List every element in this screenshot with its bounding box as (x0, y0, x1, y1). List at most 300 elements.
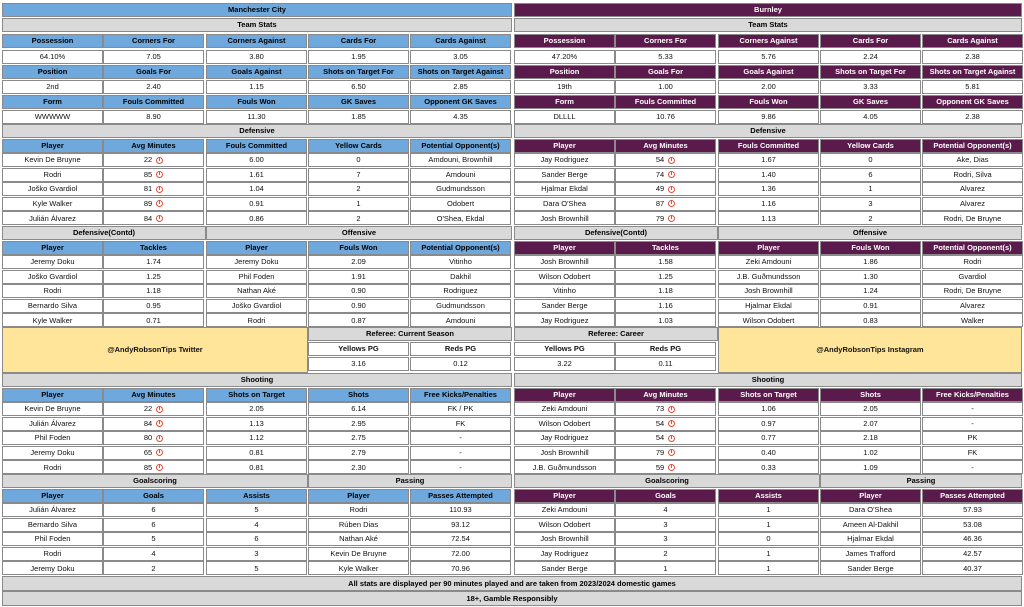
away-goalscoring-cell-text: 3 (663, 534, 668, 544)
home-goalscoring-header (2, 489, 103, 503)
home-passing-header (308, 489, 409, 503)
away-team-stats-title-text: Team Stats (748, 20, 788, 30)
away-passing-cell-text: 42.57 (963, 549, 982, 559)
home-goalscoring-cell (206, 532, 307, 546)
home-shooting-cell-text: 0.81 (249, 448, 264, 458)
away-shooting-header-text: Free Kicks/Penalties (936, 390, 1009, 400)
home-passing-cell (410, 547, 511, 561)
away-defensive-cell-text: 87 (655, 199, 665, 209)
home-goalscoring-cell (206, 518, 307, 532)
away-defensive-cell (514, 182, 615, 196)
home-stat-header (410, 34, 511, 48)
home-stat-header-text: Cards For (340, 36, 377, 46)
away-defensive-cell-text: Rodri, De Bruyne (943, 213, 1002, 223)
away-shooting-cell (718, 417, 819, 431)
home-shooting-cell-text: 2.95 (351, 418, 366, 428)
home-goalscoring-cell-text: Julián Álvarez (29, 505, 76, 515)
away-shooting-cell (514, 460, 615, 474)
away-tackles-cell-text: 1.16 (658, 301, 673, 311)
away-defensive-cell (922, 197, 1023, 211)
away-stat-value (922, 50, 1023, 64)
home-offensive-cell (410, 270, 511, 284)
home-tackles-cell-text: 0.95 (146, 301, 161, 311)
home-defensive-cell (206, 197, 307, 211)
home-offensive-cell (206, 299, 307, 313)
home-stat-header (308, 34, 409, 48)
home-defensive-cell-text: Julián Álvarez (29, 213, 76, 223)
referee-career-yellows (514, 357, 615, 371)
away-defensive-header (922, 139, 1023, 153)
home-shooting-header-text: Free Kicks/Penalties (424, 390, 497, 400)
away-tackles-cell (514, 255, 615, 269)
home-goalscoring-header (206, 489, 307, 503)
home-stat-header (2, 65, 103, 79)
away-defensive-cell-text: Alvarez (959, 199, 985, 209)
home-goalscoring-cell-text: 4 (254, 519, 259, 529)
home-shooting-cell (410, 431, 511, 445)
away-defensive-cell (820, 197, 921, 211)
away-stat-value (718, 110, 819, 124)
home-goalscoring-header-text: Assists (243, 491, 270, 501)
away-shooting-cell (514, 446, 615, 460)
home-goalscoring-cell (2, 561, 103, 575)
home-shooting-cell-text: 2.79 (351, 448, 366, 458)
home-goalscoring-cell-text: 5 (254, 505, 259, 515)
home-defensive-cell (103, 182, 204, 196)
home-defensive-cell (206, 211, 307, 225)
away-offensive-cell (718, 255, 819, 269)
away-stat-header (718, 95, 819, 109)
home-defensive-cell-text: O'Shea, Ekdal (436, 213, 485, 223)
home-shooting-cell (103, 431, 204, 445)
home-offensive-header (308, 241, 409, 255)
away-defensive-cell (820, 153, 921, 167)
stopwatch-icon (668, 171, 675, 178)
away-stat-header (922, 65, 1023, 79)
home-stat-header-text: Form (43, 97, 62, 107)
away-shooting-cell-text: J.B. Guðmundsson (532, 462, 597, 472)
away-shooting-cell (718, 431, 819, 445)
away-shooting-header-text: Shots on Target (740, 390, 797, 400)
home-defensive-cell-text: 0.86 (249, 213, 264, 223)
home-team-stats-title-text: Team Stats (237, 20, 277, 30)
home-stat-header (103, 65, 204, 79)
away-tackles-cell-text: Sander Berge (541, 301, 588, 311)
away-stat-header (615, 65, 716, 79)
away-shooting-header (922, 388, 1023, 402)
home-tackles-cell (103, 270, 204, 284)
away-offensive-title-text: Offensive (852, 228, 888, 238)
away-offensive-cell-text: Wilson Odobert (742, 315, 795, 325)
home-defensive-cell-text: 7 (356, 169, 361, 179)
home-passing-cell-text: Rúben Dias (338, 519, 379, 529)
home-stat-header (206, 95, 307, 109)
home-goalscoring-cell (206, 547, 307, 561)
home-defensive-cell-text: 2 (356, 184, 361, 194)
home-defensive-cell (410, 211, 511, 225)
home-tackles-cell (2, 255, 103, 269)
away-goalscoring-cell-text: 4 (663, 505, 668, 515)
away-defensive-cell-text: 2 (868, 213, 873, 223)
referee-career-yellows-label-text: Yellows PG (544, 344, 585, 354)
away-stat-value-text: 10.76 (656, 112, 675, 122)
away-defensive-cell (718, 211, 819, 225)
away-offensive-cell-text: Rodri (963, 257, 982, 267)
home-goalscoring-cell-text: Bernardo Silva (27, 519, 78, 529)
home-offensive-title (206, 226, 512, 240)
away-stat-header-text: Corners Against (739, 36, 798, 46)
home-stat-value (103, 50, 204, 64)
away-goalscoring-cell (615, 503, 716, 517)
home-offensive-cell-text: Vitinho (449, 257, 472, 267)
home-shooting-cell (410, 460, 511, 474)
home-shooting-cell (2, 431, 103, 445)
home-tackles-cell (103, 299, 204, 313)
away-tackles-cell (615, 299, 716, 313)
stopwatch-icon (668, 200, 675, 207)
home-goalscoring-cell (2, 547, 103, 561)
away-defensive-cell (514, 211, 615, 225)
home-goalscoring-cell (103, 547, 204, 561)
home-offensive-cell (206, 270, 307, 284)
home-goalscoring-cell-text: 5 (151, 534, 156, 544)
home-stat-value (206, 110, 307, 124)
home-shooting-cell-text: 80 (143, 433, 153, 443)
away-tackles-cell (514, 270, 615, 284)
home-stat-value (2, 80, 103, 94)
home-offensive-cell (308, 284, 409, 298)
referee-career-reds (615, 357, 716, 371)
away-passing-header-text: Passes Attempted (940, 491, 1005, 501)
home-passing-cell-text: Rodri (349, 505, 368, 515)
away-defensive-cell-text: 1.67 (761, 155, 776, 165)
home-defensive-contd-title-text: Defensive(Contd) (72, 228, 136, 238)
away-offensive-cell (718, 313, 819, 327)
away-offensive-header-text: Fouls Won (851, 243, 890, 253)
away-defensive-cell-text: Hjalmar Ekdal (541, 184, 588, 194)
home-offensive-cell-text: Amdouni (445, 315, 476, 325)
away-offensive-cell (922, 270, 1023, 284)
away-defensive-cell-text: Alvarez (959, 184, 985, 194)
home-shooting-cell (308, 460, 409, 474)
away-team-title-text: Burnley (754, 5, 782, 15)
stopwatch-icon (156, 420, 163, 427)
stopwatch-icon (156, 171, 163, 178)
home-tackles-cell (103, 255, 204, 269)
home-goalscoring-cell (206, 503, 307, 517)
away-stat-value (820, 110, 921, 124)
away-shooting-cell (922, 431, 1023, 445)
away-stat-value-text: 19th (557, 82, 572, 92)
away-shooting-cell (922, 402, 1023, 416)
away-team-stats-title (514, 18, 1022, 32)
away-shooting-cell (922, 460, 1023, 474)
home-shooting-cell-text: Julián Álvarez (29, 418, 76, 428)
home-stat-value (308, 50, 409, 64)
away-stat-header (922, 95, 1023, 109)
home-defensive-cell-text: 6.00 (249, 155, 264, 165)
away-shooting-cell-text: - (971, 404, 974, 414)
home-defensive-header (2, 139, 103, 153)
away-goalscoring-cell-text: 1 (766, 505, 771, 515)
away-stat-header-text: Cards Against (947, 36, 998, 46)
home-defensive-cell (2, 211, 103, 225)
away-shooting-header (615, 388, 716, 402)
referee-career-yellows-text: 3.22 (557, 359, 572, 369)
home-shooting-cell-text: Rodri (43, 462, 62, 472)
away-defensive-title (514, 124, 1022, 138)
home-stat-header (206, 34, 307, 48)
home-stat-value (308, 110, 409, 124)
home-defensive-cell (410, 168, 511, 182)
home-passing-cell-text: Kyle Walker (338, 563, 379, 573)
away-stat-value-text: 5.81 (965, 82, 980, 92)
away-passing-cell-text: 57.93 (963, 505, 982, 515)
home-stat-value (103, 110, 204, 124)
home-offensive-cell-text: Dakhil (450, 271, 471, 281)
instagram-promo-text: @AndyRobsonTips Instagram (816, 345, 924, 355)
away-shooting-cell (615, 417, 716, 431)
home-shooting-cell (103, 417, 204, 431)
home-shooting-cell-text: 85 (143, 462, 153, 472)
home-offensive-cell-text: Rodriguez (443, 286, 478, 296)
away-goalscoring-header-text: Goals (655, 491, 676, 501)
away-offensive-cell-text: 1.24 (863, 286, 878, 296)
home-shooting-header (206, 388, 307, 402)
away-tackles-cell-text: 1.18 (658, 286, 673, 296)
home-passing-cell (410, 532, 511, 546)
away-defensive-cell-text: Sander Berge (541, 169, 588, 179)
home-offensive-cell (206, 284, 307, 298)
stopwatch-icon (668, 406, 675, 413)
away-defensive-cell (514, 168, 615, 182)
home-stat-header-text: Possession (31, 36, 74, 46)
away-shooting-cell-text: 54 (655, 418, 665, 428)
away-shooting-header (514, 388, 615, 402)
away-shooting-cell (820, 431, 921, 445)
away-goalscoring-cell (615, 561, 716, 575)
home-goalscoring-cell (2, 503, 103, 517)
away-offensive-cell-text: Zeki Amdouni (745, 257, 792, 267)
footer-note (2, 576, 1022, 591)
home-offensive-cell (410, 255, 511, 269)
home-team-title (2, 3, 512, 17)
home-goalscoring-header (103, 489, 204, 503)
away-shooting-cell-text: 54 (655, 433, 665, 443)
away-shooting-cell (922, 446, 1023, 460)
away-shooting-cell-text: 0.77 (761, 433, 776, 443)
home-defensive-header (410, 139, 511, 153)
away-goalscoring-cell-text: 2 (663, 549, 668, 559)
away-offensive-cell (820, 270, 921, 284)
home-stat-value-text: 1.15 (249, 82, 264, 92)
home-shooting-cell-text: 0.81 (249, 462, 264, 472)
home-goalscoring-cell-text: Jeremy Doku (30, 563, 75, 573)
away-tackles-cell-text: Josh Brownhill (540, 257, 589, 267)
home-defensive-cell (410, 182, 511, 196)
away-shooting-cell (615, 402, 716, 416)
home-tackles-header-text: Player (41, 243, 64, 253)
away-tackles-header (615, 241, 716, 255)
home-defensive-header (308, 139, 409, 153)
home-stat-value-text: 1.95 (351, 52, 366, 62)
away-offensive-cell-text: Rodri, De Bruyne (943, 286, 1002, 296)
away-stat-header-text: Form (555, 97, 574, 107)
home-defensive-cell-text: 85 (143, 169, 153, 179)
home-shooting-cell (206, 446, 307, 460)
home-shooting-cell (308, 431, 409, 445)
home-offensive-cell (308, 255, 409, 269)
home-shooting-cell (206, 431, 307, 445)
home-shooting-header-text: Shots (348, 390, 369, 400)
away-offensive-header (922, 241, 1023, 255)
away-stat-header (514, 95, 615, 109)
away-passing-cell (922, 518, 1023, 532)
home-stat-value (308, 80, 409, 94)
away-stat-value-text: 5.33 (658, 52, 673, 62)
home-defensive-header-text: Potential Opponent(s) (421, 141, 500, 151)
stopwatch-icon (668, 420, 675, 427)
away-defensive-cell (922, 168, 1023, 182)
away-shooting-cell (615, 460, 716, 474)
away-offensive-cell-text: Josh Brownhill (744, 286, 793, 296)
away-stat-value-text: 4.05 (863, 112, 878, 122)
away-shooting-cell (820, 402, 921, 416)
home-goalscoring-cell-text: 3 (254, 549, 259, 559)
home-shooting-header-text: Avg Minutes (131, 390, 176, 400)
away-stat-header-text: Shots on Target Against (929, 67, 1016, 77)
away-goalscoring-cell (514, 518, 615, 532)
referee-career-title-text: Referee: Career (588, 329, 644, 339)
home-stat-header (308, 95, 409, 109)
away-stat-header (820, 65, 921, 79)
away-defensive-cell-text: 54 (655, 155, 665, 165)
referee-current-title (308, 327, 512, 341)
referee-current-reds-label (410, 342, 511, 356)
away-passing-cell-text: Ameen Al-Dakhil (842, 519, 899, 529)
home-stat-header (410, 65, 511, 79)
home-defensive-header-text: Avg Minutes (131, 141, 176, 151)
away-goalscoring-title (514, 474, 820, 488)
home-defensive-cell (308, 168, 409, 182)
stopwatch-icon (156, 157, 163, 164)
home-shooting-cell-text: 65 (143, 448, 153, 458)
home-tackles-cell (103, 284, 204, 298)
away-passing-cell (820, 532, 921, 546)
away-defensive-cell-text: 74 (655, 169, 665, 179)
home-goalscoring-cell (2, 518, 103, 532)
away-stat-value-text: 2.24 (863, 52, 878, 62)
away-defensive-cell-text: 1.16 (761, 199, 776, 209)
away-team-title (514, 3, 1022, 17)
away-tackles-cell-text: 1.03 (658, 315, 673, 325)
away-stat-header (615, 95, 716, 109)
stopwatch-icon (156, 435, 163, 442)
away-defensive-cell-text: 49 (655, 184, 665, 194)
home-offensive-cell (410, 299, 511, 313)
away-offensive-cell (718, 284, 819, 298)
home-defensive-cell-text: 1.61 (249, 169, 264, 179)
home-shooting-header (103, 388, 204, 402)
stopwatch-icon (156, 406, 163, 413)
away-stat-value (820, 50, 921, 64)
away-goalscoring-cell-text: 1 (766, 563, 771, 573)
away-stat-header-text: Position (549, 67, 580, 77)
away-defensive-cell (615, 168, 716, 182)
home-offensive-title-text: Offensive (341, 228, 377, 238)
home-defensive-cell (206, 153, 307, 167)
home-shooting-cell (2, 446, 103, 460)
away-offensive-header-text: Player (757, 243, 780, 253)
home-shooting-cell (103, 446, 204, 460)
home-defensive-cell (2, 153, 103, 167)
away-stat-value (718, 80, 819, 94)
home-defensive-cell-text: Odobert (446, 199, 475, 209)
away-stat-header (514, 65, 615, 79)
away-shooting-cell (820, 417, 921, 431)
away-offensive-cell (922, 299, 1023, 313)
home-offensive-cell (308, 299, 409, 313)
away-defensive-header-text: Potential Opponent(s) (933, 141, 1012, 151)
home-defensive-cell-text: Amdouni (445, 169, 476, 179)
home-goalscoring-cell (103, 503, 204, 517)
away-shooting-cell-text: 2.18 (863, 433, 878, 443)
away-goalscoring-cell (718, 503, 819, 517)
stopwatch-icon (668, 157, 675, 164)
home-passing-cell-text: 110.93 (449, 505, 472, 515)
away-passing-cell (820, 503, 921, 517)
home-defensive-cell-text: Amdouni, Brownhill (428, 155, 493, 165)
away-shooting-cell (514, 417, 615, 431)
home-offensive-header-text: Potential Opponent(s) (421, 243, 500, 253)
home-shooting-cell (103, 460, 204, 474)
away-goalscoring-cell (718, 561, 819, 575)
home-stat-value-text: 3.05 (453, 52, 468, 62)
home-stat-value (410, 50, 511, 64)
away-shooting-header (820, 388, 921, 402)
home-stat-value-text: 64.10% (39, 52, 66, 62)
home-stat-value (103, 80, 204, 94)
away-shooting-cell (820, 446, 921, 460)
home-stat-header (103, 34, 204, 48)
away-stat-header (922, 34, 1023, 48)
away-defensive-cell-text: Jay Rodriguez (540, 155, 589, 165)
home-goalscoring-cell-text: 4 (151, 549, 156, 559)
away-passing-header-text: Player (859, 491, 882, 501)
home-goalscoring-header-text: Player (41, 491, 64, 501)
home-offensive-header (410, 241, 511, 255)
away-shooting-cell-text: - (971, 462, 974, 472)
home-offensive-cell (410, 313, 511, 327)
away-shooting-cell (615, 446, 716, 460)
home-passing-cell (308, 518, 409, 532)
home-goalscoring-title (2, 474, 308, 488)
twitter-promo (2, 327, 308, 373)
away-defensive-header-text: Player (553, 141, 576, 151)
away-defensive-cell (615, 182, 716, 196)
home-goalscoring-header-text: Goals (143, 491, 164, 501)
home-tackles-cell (2, 284, 103, 298)
home-stat-value-text: 1.85 (351, 112, 366, 122)
away-defensive-header (820, 139, 921, 153)
away-shooting-header (718, 388, 819, 402)
home-shooting-cell (206, 402, 307, 416)
away-shooting-cell-text: 79 (655, 448, 665, 458)
home-shooting-cell-text: FK (455, 418, 466, 428)
away-passing-cell (922, 547, 1023, 561)
referee-current-yellows-text: 3.16 (351, 359, 366, 369)
away-goalscoring-cell-text: Zeki Amdouni (541, 505, 588, 515)
